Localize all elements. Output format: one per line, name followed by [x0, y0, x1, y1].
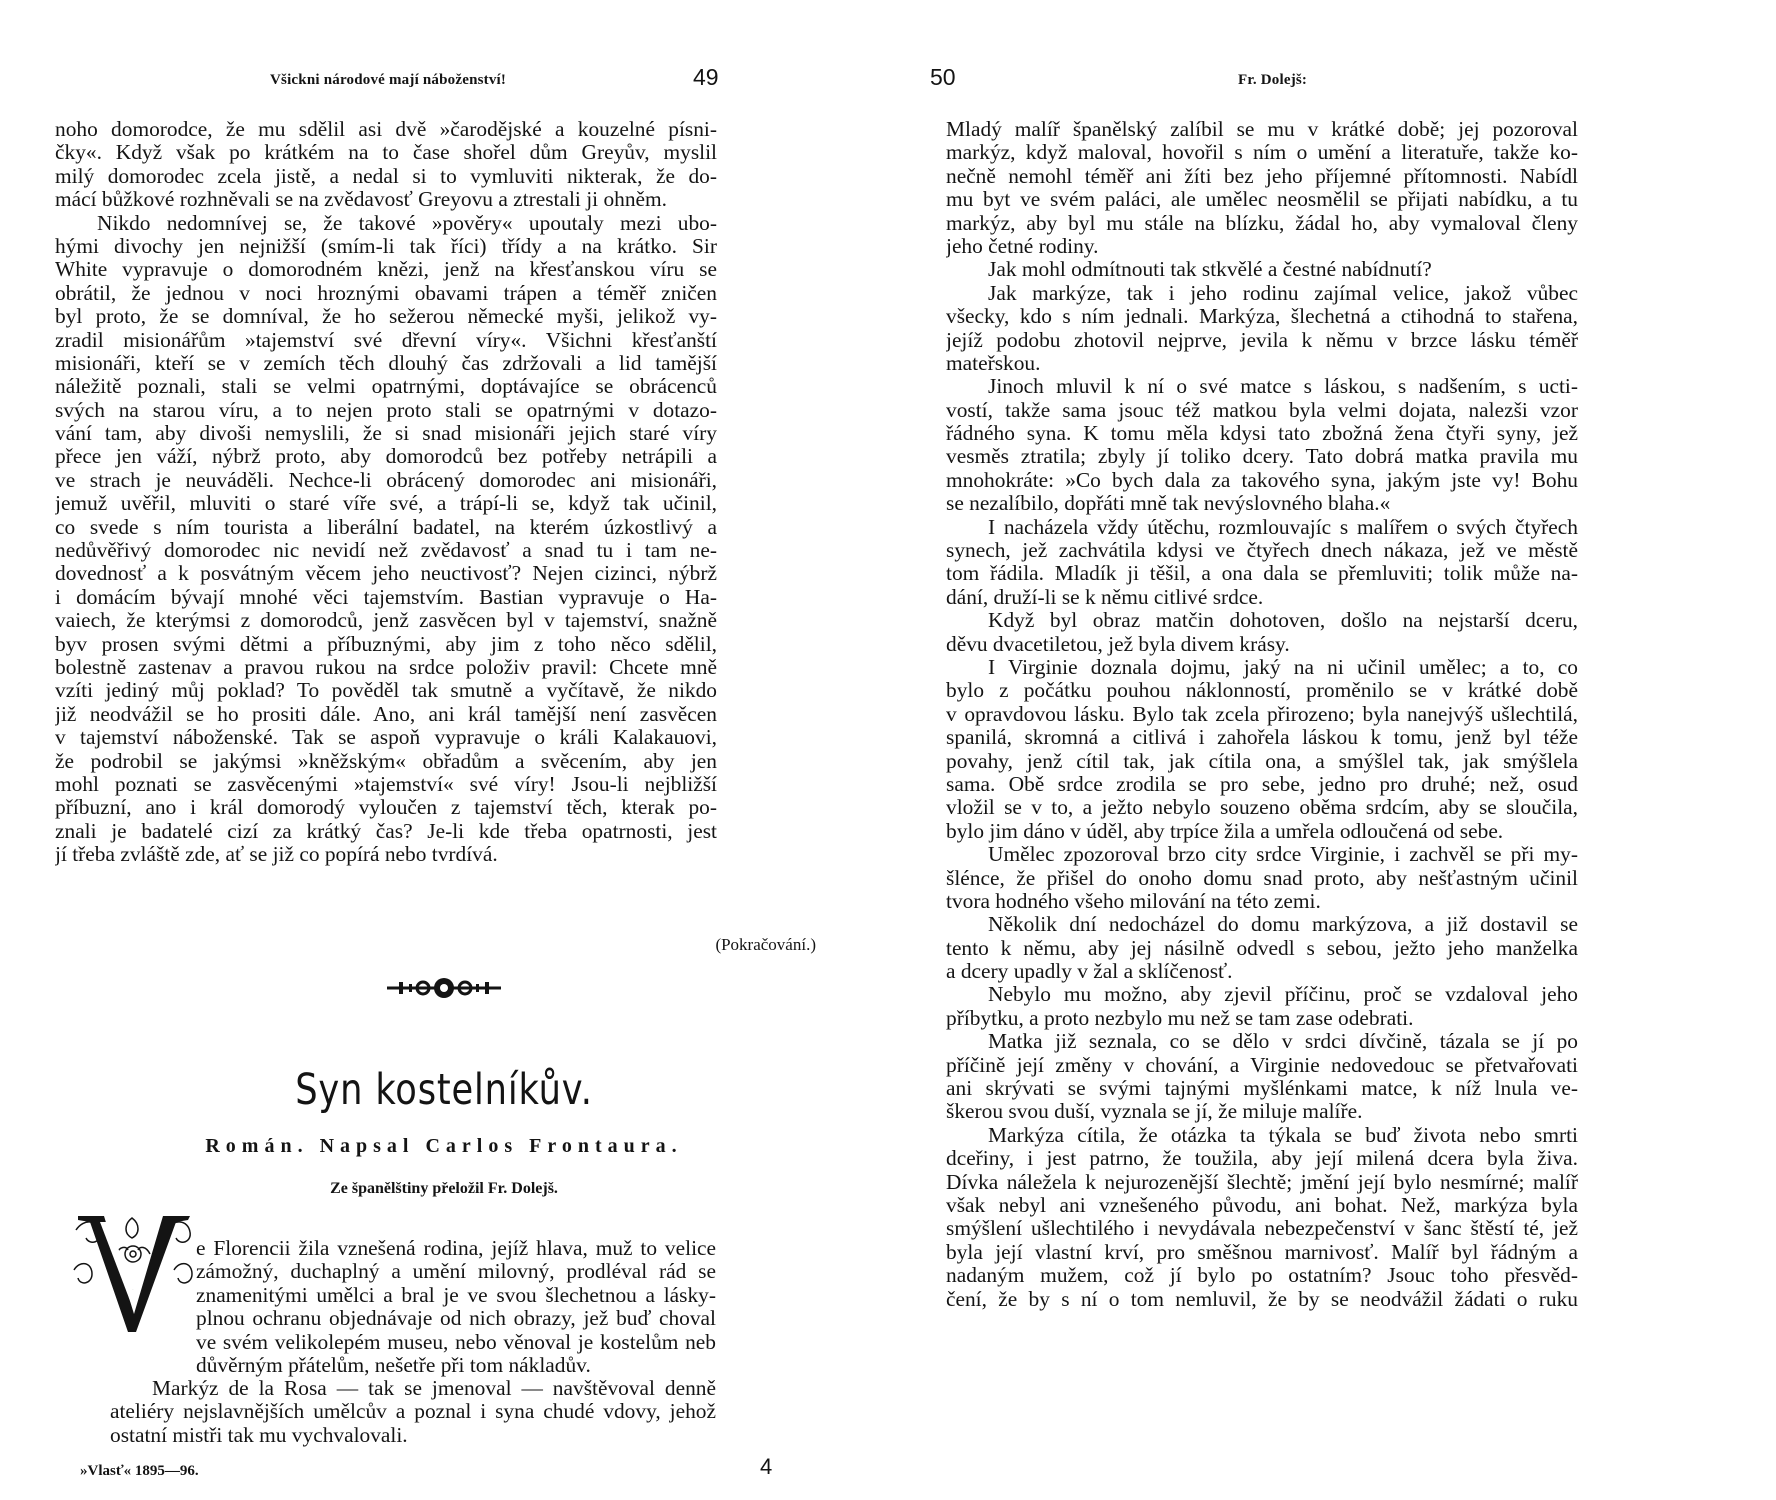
continuation-note: (Pokračování.) — [715, 935, 816, 954]
text-line: vzíti jediný můj poklad? To pověděl tak smutně a vyčítavě, že nikdo — [55, 679, 717, 703]
text-line: i domácím bývají mnohé věci tajemstvím. Bastian vypravuje o Ha- — [55, 585, 717, 609]
text-line: obrátil, že jednou v noci hroznými obavami trápen a téměř zničen — [55, 281, 717, 305]
text-line: znali je badatelé cizí za krátký čas? Je-li kde třeba opatrnosti, jest — [55, 819, 717, 843]
text-line: bylo jim dáno v úděl, aby trpíce žila a umřela odloučená od sebe. — [946, 819, 1504, 843]
text-line: se nezalíbilo, dopřáti mně tak nevýslovného blaha.« — [946, 492, 1391, 516]
novel-subtitle: Román. Napsal Carlos Frontaura. — [205, 1135, 683, 1157]
text-line: všecky, kdo s ním jednali. Markýza, šlechetná a ctihodná to stařena, — [946, 305, 1578, 329]
text-line: škerou svou duší, vyznala se jí, že miluje malíře. — [946, 1100, 1363, 1124]
right-page — [888, 0, 1776, 1500]
text-line: markýz, aby byl mu stále na blízku, žádal ho, aby vymaloval členy — [946, 211, 1578, 235]
text-line: jeho četné rodiny. — [946, 234, 1099, 258]
running-head: Fr. Dolejš: — [1238, 72, 1308, 88]
text-line: vesměs ztratila; zbyly jí toliko dcery. Tato dobrá matka pravila mu — [946, 445, 1578, 469]
text-line: v opravdovou lásku. Bylo tak zcela přirozeno; byla nanejvýš ušlechtilá, — [946, 702, 1578, 726]
text-line: zámožný, duchaplný a umění milovný, prodléval rád se — [196, 1260, 716, 1284]
text-line: vaiech, že kterýmsi z domorodců, jenž zasvěcen byl v tajemství, snažně — [55, 609, 717, 633]
text-line: tom řádila. Mladík ji těšil, a ona dala se přemluviti; tolik může na- — [946, 562, 1578, 586]
text-line: I Virginie doznala dojmu, jaký na ni učinil umělec; a to, co — [988, 655, 1578, 679]
text-line: Mladý malíř španělský zalíbil se mu v krátké době; jej pozoroval — [946, 118, 1578, 141]
text-line: bylo z počátku pouhou náklonností, proměnilo se v krátké době — [946, 679, 1578, 703]
text-line: Matka již seznala, co se dělo v srdci dívčině, tázala se jí po — [988, 1030, 1578, 1054]
text-line: I nacházela vždy útěchu, rozmlouvajíc s malířem o svých čtyřech — [988, 515, 1578, 539]
text-line: co svede s ním tourista a liberální badatel, na kterém úzkostlivý a — [55, 515, 717, 539]
text-line: a dcery upadly v žal a sklíčenosť. — [946, 960, 1233, 984]
text-line: přece jen váží, nýbrž proto, aby domorodců bez potřeby netrápili a — [55, 445, 717, 469]
text-line: dovednosť a k posvátným věcem jeho neuctivosť? Nejen cizinci, nýbrž — [55, 562, 717, 586]
text-line: byl proto, že se domníval, že ho sežerou německé myši, jelikož vy- — [55, 305, 717, 329]
text-line: tento k němu, aby jej násilně odvedl s sebou, ježto jeho manželka — [946, 936, 1578, 960]
text-line: Markýz de la Rosa — tak se jmenoval — navštěvoval denně — [152, 1377, 716, 1400]
text-line: Nikdo nedomnívej se, že takové »pověry« upoutaly mezi ubo- — [97, 211, 717, 235]
text-line: Markýza cítila, že otázka ta týkala se buď života nebo smrti — [988, 1123, 1578, 1147]
text-line: bolestně zastenav a pravou rukou na srdce položiv pravil: Chcete mně — [55, 655, 717, 679]
text-line: však nebyl ani vznešeného původu, ani bohat. Než, markýza byla — [946, 1193, 1578, 1217]
text-line: mohl poznati se zasvěcenými »tajemství« své víry! Jsou-li nejbližší — [55, 772, 717, 796]
text-line: jí třeba zvláště zde, ať se již co popírá nebo tvrdívá. — [55, 843, 498, 867]
text-line: ostatní mistři tak mu vychvalovali. — [110, 1423, 408, 1447]
decorative-initial-v-icon — [70, 1210, 196, 1334]
text-line: znamenitými umělci a bral je ve svou šlechetnou a lásky- — [196, 1283, 716, 1307]
text-line: tvora hodného všeho milování na této zemi. — [946, 889, 1321, 913]
text-line: čky«. Když však po krátkém na to čase shořel dům Greyův, myslil — [55, 141, 717, 165]
text-line: Nebylo mu možno, aby zjevil příčinu, proč se vzdaloval jeho — [988, 983, 1578, 1007]
text-line: šlénce, že přišel do onoho domu snad proto, aby nešťastným učinil — [946, 866, 1578, 890]
text-line: hými divochy jen nejnižší (smím-li tak říci) třídy a na krátko. Sir — [55, 234, 717, 258]
novel-title: Syn kostelníkův. — [295, 1065, 593, 1115]
text-line: svých na starou víru, a to nejen proto stali se opatrnými v dotazo- — [55, 398, 717, 422]
text-line: byv prosen svými dětmi a příbuznými, aby jim z toho něco sdělil, — [55, 632, 717, 656]
text-line: ateliéry nejslavnějších umělcův a poznal i syna chudé vdovy, jehož — [110, 1400, 716, 1424]
footnote: »Vlasť« 1895—96. — [80, 1463, 199, 1479]
text-line: synech, jež zachvátila kdysi ve čtyřech dnech nákaza, jež ve městě — [946, 539, 1578, 563]
text-line: vostí, takže sama jsouc též matkou byla velmi dojata, nalezši vzor — [946, 398, 1578, 422]
text-line: misionáři, kteří se v zemích těch dlouhý čas zdržovali a lid tamější — [55, 351, 717, 375]
text-line: čení, že by s ní o tom nemluvil, že by se neodvážil žádati o ruku — [946, 1287, 1578, 1311]
text-line: dání, druží-li se k němu citlivé srdce. — [946, 585, 1264, 609]
text-line: zradil misionářům »tajemství své dřevní víry«. Všichni křesťanští — [55, 328, 717, 352]
text-line: byla její vlastní krví, pro směšnou marnivosť. Malíř byl řádným a — [946, 1240, 1578, 1264]
translator-credit: Ze španělštiny přeložil Fr. Dolejš. — [330, 1180, 558, 1197]
text-line: jemuž uvěřil, mluviti o staré víře své, a trápí-li se, když tak učinil, — [55, 492, 717, 516]
text-line: mácí bůžkové rozhněvali se na zvědavosť Greyovu a ztrestali ji ohněm. — [55, 188, 668, 212]
page-number: 50 — [930, 64, 956, 90]
text-line: vložil se v to, a ježto nebylo souzeno oběma srdcím, aby se sloučila, — [946, 796, 1578, 820]
text-line: dceřiny, i jest patrno, že toužila, aby její milená dcera byla živa. — [946, 1147, 1578, 1171]
text-line: Jak markýze, tak i jeho rodinu zajímal velice, jakož vůbec — [988, 281, 1578, 305]
text-line: jejíž podobu zhotovil nejprve, jevila k němu v brzce lásku téměř — [946, 328, 1578, 352]
text-line: Několik dní nedocházel do domu markýzova, a již dostavil se — [988, 913, 1578, 937]
text-line: povahy, jenž cítil tak, jak cítila ona, a smýšlel tak, jak smýšlela — [946, 749, 1578, 773]
text-line: důvěrným přátelům, nešetře při tom nákladův. — [196, 1353, 591, 1377]
text-line: příčině její změny v chování, a Virginie nedovedouc se přetvařovati — [946, 1053, 1578, 1077]
text-line: příbuzní, ano i král domorodý vyloučen z tajemství těch, kterak po- — [55, 796, 717, 820]
text-line: Jinoch mluvil k ní o své matce s láskou, s nadšením, s ucti- — [988, 375, 1578, 399]
text-line: již neodvážil se ho prositi dále. Ano, ani král tamější není zasvěcen — [55, 702, 717, 726]
text-line: řádného syna. K tomu měla kdysi tato zbožná žena čtyři syny, jež — [946, 422, 1578, 446]
text-line: vání tam, aby divoši nemyslili, že si snad misionáři jejich staré víry — [55, 422, 717, 446]
text-line: sama. Obě srdce zrodila se pro sebe, jedno pro druhé; než, osud — [946, 772, 1578, 796]
signature-mark: 4 — [760, 1454, 773, 1479]
text-line: e Florencii žila vznešená rodina, jejíž hlava, muž to velice — [196, 1237, 716, 1260]
text-line: plnou ochranu objednávaje od nich obrazy, jež buď choval — [196, 1307, 716, 1331]
text-line: noho domorodce, že mu sdělil asi dvě »čarodějské a kouzelné písni- — [55, 118, 717, 141]
initial-letter-text: V — [132, 1290, 134, 1291]
text-line: mateřskou. — [946, 351, 1041, 375]
left-text-block — [55, 118, 717, 867]
text-line: ve svém velikolepém museu, nebo věnoval je kostelům neb — [196, 1330, 716, 1354]
text-line: mu byt ve svém paláci, ale umělec neosmělil se přijati nabídku, a tu — [946, 188, 1578, 212]
page-number: 49 — [693, 64, 719, 90]
text-line: ve strach je neuváděli. Nechce-li obrácený domorodec ani misionáři, — [55, 468, 717, 492]
text-line: smýšlení ušlechtilého i nevydávala nebezpečenství v šanc štěstí té, jež — [946, 1217, 1578, 1241]
text-line: ani skrývati se svými tajnými myšlénkami matce, k níž lnula ve- — [946, 1077, 1578, 1101]
right-text-block — [946, 118, 1578, 1311]
text-line: nadaným mužem, což jí bylo po ostatním? Jsouc toho přesvěd- — [946, 1264, 1578, 1288]
text-line: White vypravuje o domorodném knězi, jenž na křesťanskou víru se — [55, 258, 717, 282]
text-line: v tajemství náboženské. Tak se aspoň vypravuje o králi Kalakauovi, — [55, 726, 717, 750]
story-text-block-continued — [110, 1377, 716, 1447]
text-line: milý domorodec zcela jistě, a nedal si to vymluviti nikterak, že do- — [55, 164, 717, 188]
text-line: nečně nemohl téměř ani žíti bez jeho příjemné přítomnosti. Nabídl — [946, 164, 1578, 188]
text-line: příbytku, a proto nezbylo mu než se tam zase odebrati. — [946, 1006, 1414, 1030]
text-line: markýz, když maloval, hovořil s ním o umění a literatuře, takže ko- — [946, 141, 1578, 165]
text-line: Když byl obraz matčin dohotoven, došlo na nejstarší dceru, — [988, 609, 1578, 633]
text-line: že podrobil se jakýmsi »kněžským« obřadům a svěcením, aby jen — [55, 749, 717, 773]
text-line: Umělec zpozoroval brzo city srdce Virginie, i zachvěl se při my- — [988, 843, 1578, 867]
text-line: děvu dvacetiletou, jež byla divem krásy. — [946, 632, 1290, 656]
text-line: náležitě poznali, stali se velmi opatrnými, doptávajíce se obrácenců — [55, 375, 717, 399]
text-line: spanilá, skromná a citlivá i zahořela láskou k tomu, jenž byl téže — [946, 726, 1578, 750]
text-line: nedůvěřivý domorodec nic nevidí než zvědavosť a snad tu i tam ne- — [55, 539, 717, 563]
text-line: Dívka náležela k nejurozenější šlechtě; jmění její bylo nesmírné; malíř — [946, 1170, 1578, 1194]
ornament-divider-icon — [385, 975, 503, 1001]
story-text-block — [196, 1237, 716, 1377]
text-line: Jak mohl odmítnouti tak stkvělé a čestné nabídnutí? — [988, 258, 1432, 282]
text-line: mnohokráte: »Co bych dala za takového syna, jakým jste vy! Bohu — [946, 468, 1578, 492]
running-head: Všickni národové mají náboženství! — [270, 72, 507, 88]
